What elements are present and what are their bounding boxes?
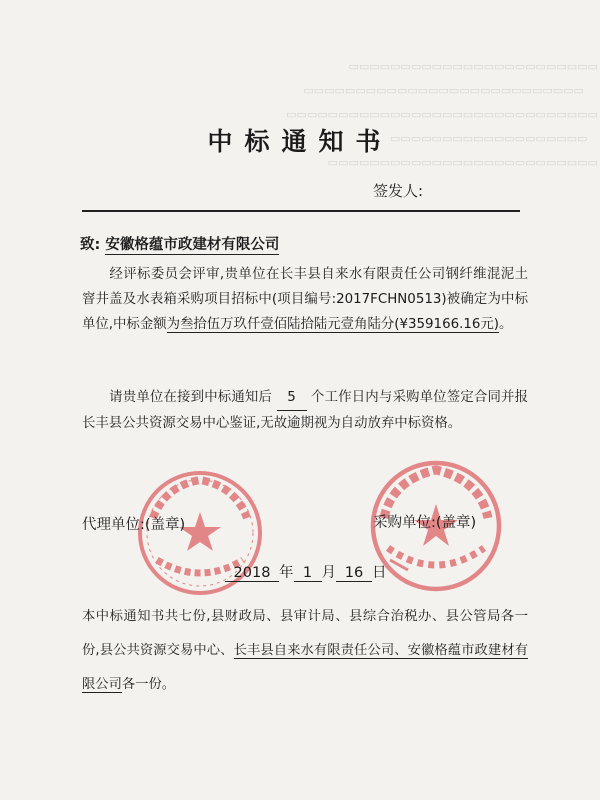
date-month-unit: 月 xyxy=(321,565,336,581)
award-paragraph-end: 。 xyxy=(499,317,513,332)
contract-text-a: 请贵单位在接到中标通知后 xyxy=(109,390,273,405)
recipient-line xyxy=(80,233,279,254)
issue-date xyxy=(225,561,387,582)
date-day-unit: 日 xyxy=(372,565,387,581)
distribution-companies: 长丰县自来水有限责任公司、安徽格蕴市政建材有限公司 xyxy=(82,643,528,692)
date-month: 1 xyxy=(294,565,322,582)
amount-in-words: 为叁拾伍万玖仟壹佰陆拾陆元壹角陆分 xyxy=(166,317,395,332)
document-title: 中标通知书 xyxy=(207,127,393,156)
bleed-through-texture: ▭▭▭▭▭▭▭▭▭▭▭▭▭▭▭▭▭▭▭▭▭▭▭▭ ▭▭▭▭▭▭▭▭▭▭▭▭▭▭▭▭▭▭▭▭▭▭▭▭▭▭▭ ▭▭▭▭▭▭▭▭▭▭▭▭▭▭▭▭▭▭▭▭▭▭▭▭▭▭▭▭▭▭ ▭▭▭▭▭▭▭▭▭▭▭▭▭▭▭▭▭▭▭ ▭▭▭▭▭▭▭▭▭▭▭▭▭▭▭▭▭▭▭▭▭▭▭▭▭▭ xyxy=(286,60,598,169)
contract-paragraph xyxy=(82,385,528,436)
issuer-label: 签发人: xyxy=(373,182,424,200)
date-year-unit: 年 xyxy=(279,565,294,581)
distribution-text-a: 本中标通知书共七份,县财政局、县审计局、县综合治税办、县公管局各一份,县公共资源交易中心、 xyxy=(82,609,528,658)
date-year: 2018 xyxy=(225,565,279,582)
header-divider xyxy=(82,210,520,212)
date-day: 16 xyxy=(336,565,372,582)
recipient-name: 安徽格蕴市政建材有限公司 xyxy=(105,237,280,253)
amount-in-figures: (¥359166.16元) xyxy=(394,317,500,332)
buyer-signature-label: 采购单位:(盖章) xyxy=(373,515,477,531)
working-days-value: 5 xyxy=(277,385,307,411)
distribution-note xyxy=(82,600,528,702)
recipient-prefix: 致: xyxy=(80,237,101,253)
agent-signature-label: 代理单位:(盖章) xyxy=(82,517,186,533)
contract-text-b: 个工作日内与采购单位签定合同并报长丰县公共资源交易中心鉴证,无故逾期视为自动放弃中标资格。 xyxy=(82,390,529,431)
distribution-text-c: 各一份。 xyxy=(121,677,176,692)
award-paragraph xyxy=(82,262,528,337)
award-lead-text: 经评标委员会评审,贵单位在长丰县自来水有限责任公司钢纤维混泥土窨井盖及水表箱采购项目招标中(项目编号:2017FCHN0513)被确定为中标单位,中标金额 xyxy=(82,267,528,332)
